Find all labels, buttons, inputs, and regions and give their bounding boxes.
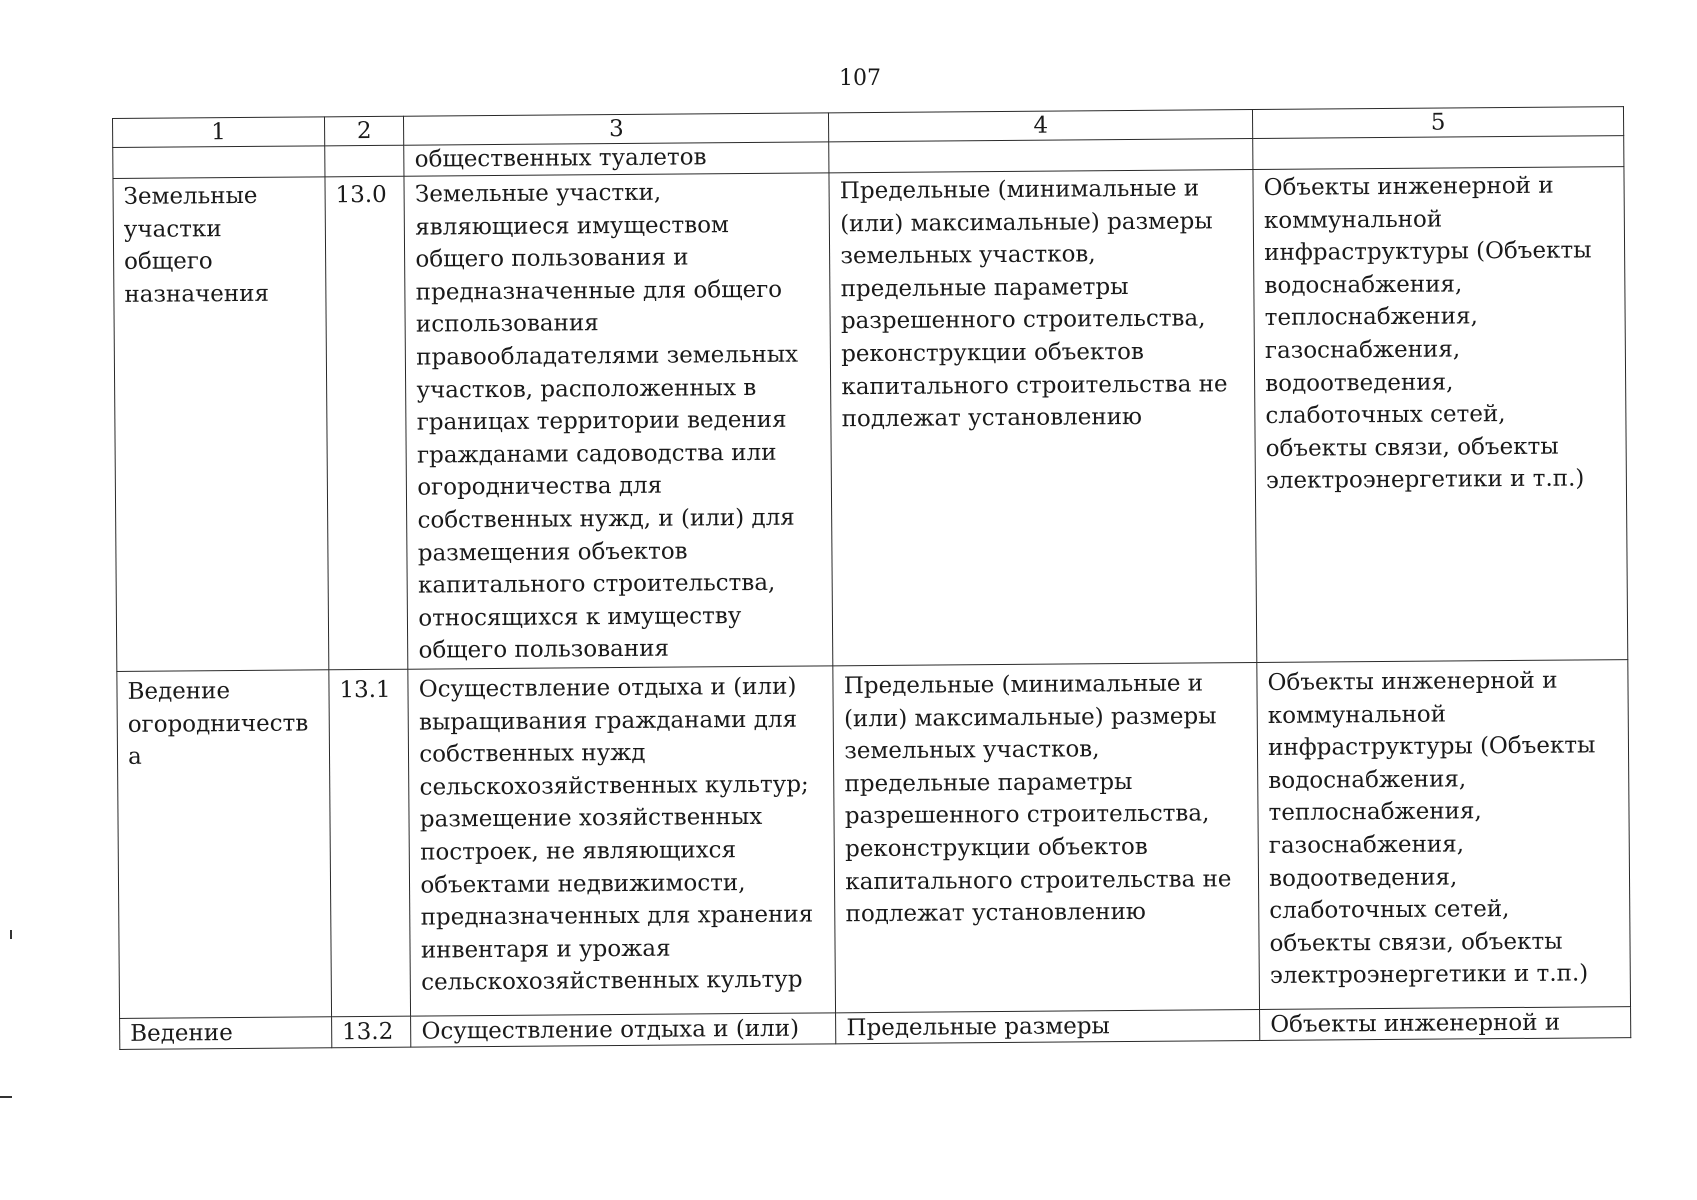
land-use-description: Осуществление отдыха и (или) выращивания гражданами для собственных нужд сельскохозяйственных культур; размещение хозяйственных построек, не являющихся объектами недвижимости, предназначенных для хранения инвентаря и урожая сельскохозяйственных культур [408,666,836,1016]
header-cell-3: 3 [404,113,829,145]
land-use-objects: Объекты инженерной и коммунальной инфраструктуры (Объекты водоснабжения, теплоснабжения, газоснабжения, водоотведения, слаботочных сетей, объекты связи, объекты электроэнергетики и т.п.) [1257,660,1631,1010]
header-cell-1: 1 [113,117,325,148]
land-use-code: 13.0 [325,176,408,670]
land-use-code: 13.2 [331,1016,411,1048]
land-use-code: 13.1 [329,669,411,1017]
cont-cell-2 [325,145,405,177]
scan-artifact-mark [10,930,12,939]
land-use-limits: Предельные (минимальные и (или) максимальные) размеры земельных участков, предельные параметры разрешенного строительства, реконструкции объектов капитального строительства не подлежат установлению [829,170,1257,666]
page-number: 107 [839,66,881,91]
table-row [113,167,1628,672]
cont-cell-1 [113,146,325,179]
cont-cell-4 [829,139,1253,173]
header-cell-4: 4 [829,110,1253,142]
scan-artifact-mark [0,1096,12,1098]
header-cell-2: 2 [324,116,404,146]
zoning-table [112,106,1631,1050]
document-table-container [112,106,1631,1050]
land-use-name: Ведение [120,1017,332,1050]
table-row [117,660,1631,1019]
header-cell-5: 5 [1253,107,1624,139]
cont-cell-3: общественных туалетов [404,142,829,176]
land-use-limits: Предельные размеры [836,1010,1260,1044]
land-use-description: Земельные участки, являющиеся имуществом общего пользования и предназначенные для общего использования правообладателями земельных участков, расположенных в границах территории ведения гражданами садоводства или огородничества для собственных нужд, и (или) для размещения объектов капитального строительства, относящихся к имуществу общего пользования [404,173,833,669]
land-use-name: Земельные участки общего назначения [113,177,329,672]
land-use-objects: Объекты инженерной и [1260,1007,1631,1041]
land-use-limits: Предельные (минимальные и (или) максимальные) размеры земельных участков, предельные параметры разрешенного строительства, реконструкции объектов капитального строительства не подлежат установлению [833,663,1260,1013]
land-use-name: Ведение огородничеств а [117,670,332,1019]
cont-cell-5 [1253,136,1624,170]
land-use-description: Осуществление отдыха и (или) [411,1013,836,1047]
land-use-objects: Объекты инженерной и коммунальной инфраструктуры (Объекты водоснабжения, теплоснабжения, газоснабжения, водоотведения, слаботочных сетей, объекты связи, объекты электроэнергетики и т.п.) [1253,167,1628,663]
